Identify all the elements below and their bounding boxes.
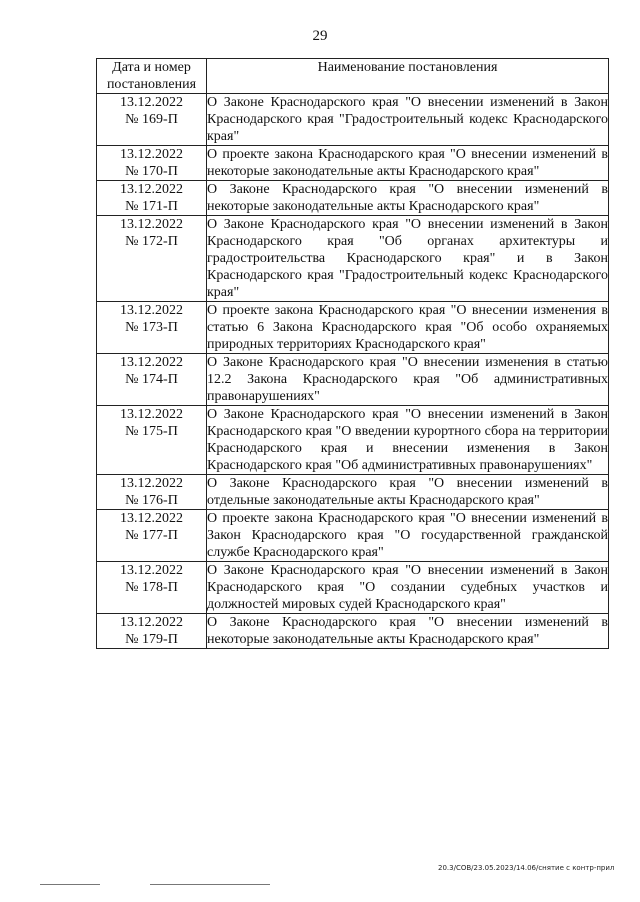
resolution-date: 13.12.2022 [120,407,183,422]
table-row [97,146,609,181]
resolutions-table [96,58,609,649]
resolution-date-number [97,406,207,475]
resolution-date-number [97,181,207,216]
footer-rule-right [150,884,270,885]
resolution-date-number [97,94,207,146]
resolution-date: 13.12.2022 [120,217,183,232]
resolution-date: 13.12.2022 [120,95,183,110]
resolution-title: О Законе Краснодарского края "О внесении изменений в некоторые законодательные акты Краснодарского края" [207,182,608,214]
resolution-number: № 170-П [125,164,178,179]
resolution-number: № 171-П [125,199,178,214]
resolution-number: № 175-П [125,424,178,439]
resolution-date: 13.12.2022 [120,182,183,197]
table-row [97,475,609,510]
resolution-number: № 176-П [125,493,178,508]
resolution-number: № 178-П [125,580,178,595]
resolution-date-number [97,562,207,614]
table-row [97,354,609,406]
resolution-title: О Законе Краснодарского края "О внесении изменений в отдельные законодательные акты Краснодарского края" [207,476,608,508]
footer-document-code: 20.3/СОВ/23.05.2023/14.06/снятие с контр-прил [438,864,615,872]
resolution-title: О Законе Краснодарского края "О внесении изменений в некоторые законодательные акты Краснодарского края" [207,615,608,647]
resolution-date: 13.12.2022 [120,563,183,578]
table-row [97,94,609,146]
table-row [97,562,609,614]
page-number: 29 [312,28,328,44]
resolution-title: О Законе Краснодарского края "О внесении изменений в Закон Краснодарского края "Градостроительный кодекс Краснодарского края" [207,95,608,144]
resolution-date-number [97,216,207,302]
resolution-title: О проекте закона Краснодарского края "О внесении изменений в Закон Краснодарского края "О государственной гражданской службе Краснодарского края" [207,511,608,560]
resolution-date: 13.12.2022 [120,355,183,370]
resolution-date: 13.12.2022 [120,476,183,491]
resolution-number: № 174-П [125,372,178,387]
table-row [97,614,609,649]
table-header [97,59,609,94]
resolution-date-number [97,614,207,649]
resolution-number: № 177-П [125,528,178,543]
resolution-date: 13.12.2022 [120,303,183,318]
table-body [97,94,609,649]
resolution-number: № 173-П [125,320,178,335]
table-row [97,216,609,302]
header-row [97,59,609,94]
table-row [97,302,609,354]
resolution-title: О Законе Краснодарского края "О внесении изменений в Закон Краснодарского края "О введении курортного сбора на территории Краснодарского края и внесении изменения в Закон Краснодарского края "Об административных правонарушениях" [207,407,608,473]
resolution-date-number [97,475,207,510]
resolution-date: 13.12.2022 [120,615,183,630]
resolution-date-number [97,146,207,181]
resolution-date-number [97,510,207,562]
resolution-title: О Законе Краснодарского края "О внесении изменений в Закон Краснодарского края "Об органах архитектуры и градостроительства Краснодарского края" и в Закон Краснодарского края "Градостроительный кодекс Краснодарского края" [207,217,608,300]
resolution-date-number [97,354,207,406]
table-row [97,510,609,562]
resolution-date-number [97,302,207,354]
resolution-number: № 179-П [125,632,178,647]
resolution-date: 13.12.2022 [120,511,183,526]
table-row [97,181,609,216]
footer-rule-left [40,884,100,885]
resolution-number: № 172-П [125,234,178,249]
table-row [97,406,609,475]
resolution-title: О Законе Краснодарского края "О внесении изменения в статью 12.2 Закона Краснодарского края "Об административных правонарушениях" [207,355,608,404]
header-date-number: Дата и номер постановления [97,59,207,94]
resolution-date: 13.12.2022 [120,147,183,162]
resolution-title: О Законе Краснодарского края "О внесении изменений в Закон Краснодарского края "О создании судебных участков и должностей мировых судей Краснодарского края" [207,563,608,612]
resolution-number: № 169-П [125,112,178,127]
resolution-title: О проекте закона Краснодарского края "О внесении изменения в статью 6 Закона Краснодарского края "Об особо охраняемых природных территориях Краснодарского края" [207,303,608,352]
resolution-title: О проекте закона Краснодарского края "О внесении изменений в некоторые законодательные акты Краснодарского края" [207,147,608,179]
header-title: Наименование постановления [207,59,609,94]
